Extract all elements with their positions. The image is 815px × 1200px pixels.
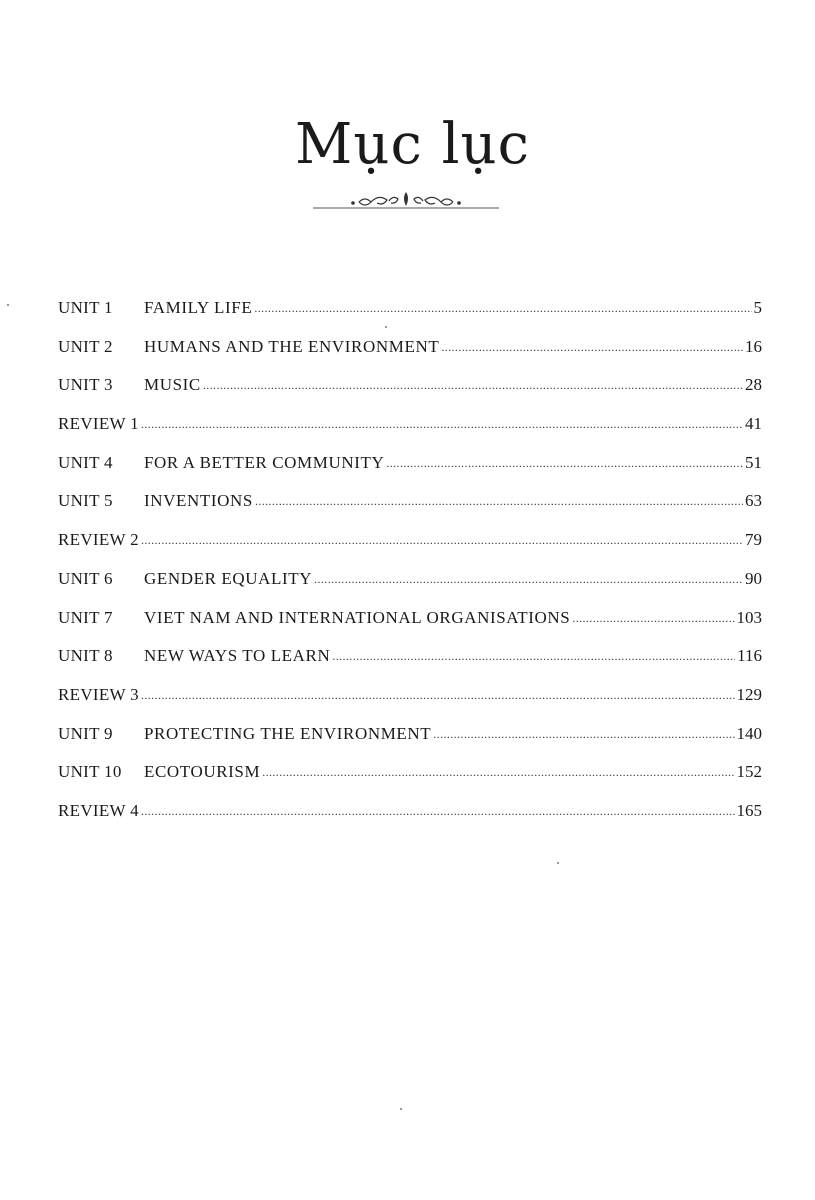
toc-unit-label: UNIT 10 xyxy=(58,762,122,782)
dot-leader xyxy=(386,454,743,468)
toc-unit-label: UNIT 6 xyxy=(58,568,113,588)
dot-leader xyxy=(141,415,743,429)
dot-leader xyxy=(141,686,735,700)
toc-review-label: REVIEW 4 xyxy=(58,800,139,820)
toc-unit-label: UNIT 7 xyxy=(58,607,113,627)
toc-unit-label: UNIT 3 xyxy=(58,375,113,395)
toc-page-number: 41 xyxy=(745,414,762,434)
toc-page-number: 103 xyxy=(736,607,762,627)
scan-speck xyxy=(557,862,559,864)
toc-unit-label: UNIT 9 xyxy=(58,723,113,743)
toc-unit-row[interactable] xyxy=(58,608,762,647)
toc-unit-title: FAMILY LIFE xyxy=(144,298,253,317)
toc-unit-title: FOR A BETTER COMMUNITY xyxy=(144,452,385,472)
dot-leader xyxy=(332,647,735,661)
dot-leader xyxy=(203,376,743,390)
toc-unit-title: VIET NAM AND INTERNATIONAL ORGANISATIONS xyxy=(144,607,571,627)
table-of-contents xyxy=(58,298,762,840)
toc-unit-row[interactable] xyxy=(58,569,762,608)
dot-leader xyxy=(254,299,751,313)
toc-unit-row[interactable] xyxy=(58,375,762,414)
toc-unit-label: UNIT 2 xyxy=(58,336,113,356)
dot-leader xyxy=(572,609,734,623)
toc-unit-title: NEW WAYS TO LEARN xyxy=(144,646,331,666)
toc-review-label: REVIEW 2 xyxy=(58,530,139,550)
toc-unit-title: PROTECTING THE ENVIRONMENT xyxy=(144,723,432,743)
dot-leader xyxy=(262,763,734,777)
dot-leader xyxy=(433,725,734,739)
toc-unit-row[interactable] xyxy=(58,724,762,763)
toc-page-number: 16 xyxy=(745,336,762,356)
toc-unit-title: GENDER EQUALITY xyxy=(144,568,313,588)
toc-unit-label: UNIT 4 xyxy=(58,452,113,472)
toc-unit-label: UNIT 8 xyxy=(58,646,113,666)
toc-unit-row[interactable] xyxy=(58,453,762,492)
toc-unit-row[interactable] xyxy=(58,491,762,530)
toc-page-number: 140 xyxy=(736,723,762,743)
toc-review-label: REVIEW 1 xyxy=(58,414,139,434)
scan-speck xyxy=(385,326,387,328)
toc-unit-label: UNIT 5 xyxy=(58,491,113,511)
dot-leader xyxy=(255,492,743,506)
toc-page-number: 90 xyxy=(745,568,762,588)
toc-unit-label: UNIT 1 xyxy=(58,298,113,317)
toc-page-number: 129 xyxy=(736,684,762,704)
title-ornament-icon xyxy=(313,188,499,216)
toc-review-row[interactable] xyxy=(58,530,762,569)
dot-leader xyxy=(141,531,743,545)
toc-unit-title: HUMANS AND THE ENVIRONMENT xyxy=(144,336,440,356)
toc-unit-row[interactable] xyxy=(58,646,762,685)
toc-page-number: 5 xyxy=(753,298,762,317)
toc-unit-row[interactable] xyxy=(58,337,762,376)
toc-unit-title: INVENTIONS xyxy=(144,491,253,511)
toc-page-number: 165 xyxy=(736,800,762,820)
toc-review-row[interactable] xyxy=(58,685,762,724)
dot-leader xyxy=(141,802,735,816)
toc-page-number: 79 xyxy=(745,530,762,550)
scan-speck xyxy=(400,1108,402,1110)
toc-page-number: 152 xyxy=(736,762,762,782)
toc-review-label: REVIEW 3 xyxy=(58,684,139,704)
toc-review-row[interactable] xyxy=(58,801,762,840)
toc-page-number: 28 xyxy=(745,375,762,395)
toc-page-number: 116 xyxy=(737,646,762,666)
scan-speck xyxy=(7,304,9,306)
toc-review-row[interactable] xyxy=(58,414,762,453)
toc-page-number: 51 xyxy=(745,452,762,472)
dot-leader xyxy=(314,570,743,584)
page-title: Mục lục xyxy=(295,112,530,177)
page-header xyxy=(0,112,815,177)
toc-unit-title: MUSIC xyxy=(144,375,201,395)
toc-unit-row[interactable] xyxy=(58,298,762,337)
toc-unit-row[interactable] xyxy=(58,762,762,801)
toc-unit-title: ECOTOURISM xyxy=(144,762,261,782)
toc-page-number: 63 xyxy=(745,491,762,511)
dot-leader xyxy=(441,338,743,352)
